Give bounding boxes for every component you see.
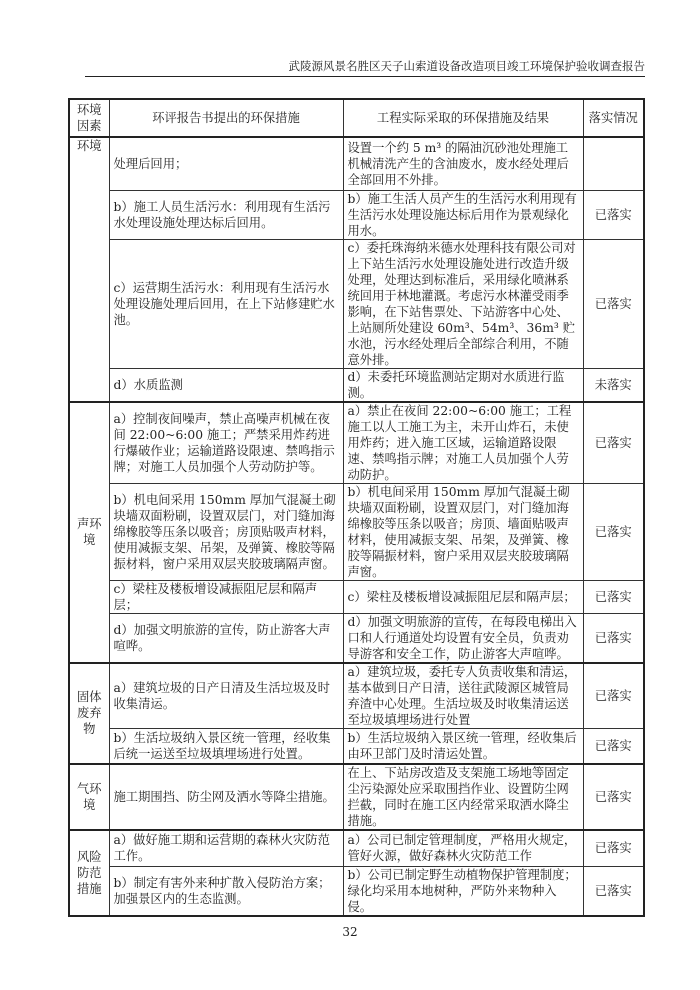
table-row [69, 190, 644, 239]
table-row [69, 368, 644, 402]
status-cell: 已落实 [583, 663, 644, 729]
column-header-factor: 环境因素 [69, 99, 109, 137]
proposed-measure-cell: a）控制夜间噪声，禁止高噪声机械在夜间 22:00~6:00 施工；严禁采用炸药进行爆破作业；运输道路设限速、禁鸣指示牌；对施工人员加强个人劳动防护等。 [109, 402, 343, 484]
table-row [69, 663, 644, 729]
actual-measure-cell: a）公司已制定管理制度，严格用火规定，管好火源，做好森林火灾防范工作 [343, 830, 583, 866]
actual-measure-cell: b）公司已制定野生动植物保护管理制度；绿化均采用本地树种，严防外来物种入侵。 [343, 866, 583, 916]
table-row [69, 580, 644, 613]
proposed-measure-cell: a）做好施工期和运营期的森林火灾防范工作。 [109, 830, 343, 866]
proposed-measure-cell: b）生活垃圾纳入景区统一管理，经收集后统一运送至垃圾填埋场进行处置。 [109, 728, 343, 764]
actual-measure-cell: d）未委托环境监测站定期对水质进行监测。 [343, 368, 583, 402]
proposed-measure-cell: b）制定有害外来种扩散入侵防治方案；加强景区内的生态监测。 [109, 866, 343, 916]
status-cell: 已落实 [583, 190, 644, 239]
status-cell: 已落实 [583, 830, 644, 866]
status-cell: 已落实 [583, 402, 644, 484]
category-cell: 风险防范措施 [69, 830, 109, 916]
category-cell: 声环境 [69, 402, 109, 663]
actual-measure-cell: b）机电间采用 150mm 厚加气混凝土砌块墙双面粉刷，设置双层门，对门缝加海绵橡胶等压条以吸音；房顶、墙面贴吸声材料，使用减振支架、吊架，及弹簧、橡胶等隔振材料，窗户采用双层夹胶玻璃隔声窗。 [343, 483, 583, 580]
status-cell: 已落实 [583, 239, 644, 368]
proposed-measure-cell: b）施工人员生活污水：利用现有生活污水处理设施处理达标后回用。 [109, 190, 343, 239]
environmental-measures-table [68, 98, 645, 917]
table-row [69, 402, 644, 484]
proposed-measure-cell: 处理后回用； [109, 137, 343, 190]
actual-measure-cell: d）加强文明旅游的宣传，在每段电梯出入口和人行通道处均设置有安全员，负责劝导游客和安全工作，防止游客大声喧哗。 [343, 613, 583, 663]
column-header-status: 落实情况 [583, 99, 644, 137]
status-cell: 已落实 [583, 764, 644, 830]
status-cell: 已落实 [583, 613, 644, 663]
proposed-measure-cell: d）水质监测 [109, 368, 343, 402]
table-row [69, 239, 644, 368]
table-row [69, 613, 644, 663]
actual-measure-cell: b）生活垃圾纳入景区统一管理，经收集后由环卫部门及时清运处置。 [343, 728, 583, 764]
table-row [69, 866, 644, 916]
proposed-measure-cell: a）建筑垃圾的日产日清及生活垃圾及时收集清运。 [109, 663, 343, 729]
proposed-measure-cell: b）机电间采用 150mm 厚加气混凝土砌块墙双面粉刷，设置双层门，对门缝加海绵橡胶等压条以吸音；房顶贴吸声材料，使用减振支架、吊架，及弹簧、橡胶等隔振材料，窗户采用双层夹胶玻璃隔声窗。 [109, 483, 343, 580]
column-header-proposed: 环评报告书提出的环保措施 [109, 99, 343, 137]
actual-measure-cell: 在上、下站房改造及支架施工场地等固定尘污染源处应采取围挡作业、设置防尘网拦截，同时在施工区内经常采取洒水降尘措施。 [343, 764, 583, 830]
status-cell: 未落实 [583, 368, 644, 402]
proposed-measure-cell: d）加强文明旅游的宣传，防止游客大声喧哗。 [109, 613, 343, 663]
table-row [69, 137, 644, 190]
actual-measure-cell: c）委托珠海纳米德水处理科技有限公司对上下站生活污水处理设施处进行改造升级处理，处理达到标准后，采用绿化喷淋系统回用于林地灌溉。考虑污水林灌受雨季影响，在下站售票处、下站游客中心处、上站厕所处建设 60m³、54m³、36m³ 贮水池，污水经处理后全部综合利用，不随意外排。 [343, 239, 583, 368]
actual-measure-cell: a）建筑垃圾，委托专人负责收集和清运，基本做到日产日清，送往武陵源区城管局弃渣中心处理。生活垃圾及时收集清运送至垃圾填埋场进行处置 [343, 663, 583, 729]
proposed-measure-cell: c）梁柱及楼板增设减振阻尼层和隔声层； [109, 580, 343, 613]
page-number: 32 [342, 925, 358, 939]
status-cell: 已落实 [583, 483, 644, 580]
status-cell: 已落实 [583, 580, 644, 613]
actual-measure-cell: 设置一个约 5 m³ 的隔油沉砂池处理施工机械清洗产生的含油废水，废水经处理后全部回用不外排。 [343, 137, 583, 190]
actual-measure-cell: b）施工生活人员产生的生活污水利用现有生活污水处理设施达标后用作为景观绿化用水。 [343, 190, 583, 239]
proposed-measure-cell: 施工期围挡、防尘网及洒水等降尘措施。 [109, 764, 343, 830]
status-cell [583, 137, 644, 190]
actual-measure-cell: c）梁柱及楼板增设减振阻尼层和隔声层； [343, 580, 583, 613]
status-cell: 已落实 [583, 866, 644, 916]
table-header-row [69, 99, 644, 137]
running-header: 武陵源风景名胜区天子山索道设备改造项目竣工环境保护验收调查报告 [85, 58, 645, 77]
category-cell: 环境 [69, 137, 109, 402]
status-cell: 已落实 [583, 728, 644, 764]
table-row [69, 830, 644, 866]
proposed-measure-cell: c）运营期生活污水：利用现有生活污水处理设施处理后回用，在上下站修建贮水池。 [109, 239, 343, 368]
category-cell: 固体废弃物 [69, 663, 109, 765]
table-row [69, 728, 644, 764]
table-row [69, 483, 644, 580]
column-header-actual: 工程实际采取的环保措施及结果 [343, 99, 583, 137]
actual-measure-cell: a）禁止在夜间 22:00~6:00 施工；工程施工以人工施工为主，未开山炸石，未使用炸药；进入施工区域，运输道路设限速、禁鸣指示牌；对施工人员加强个人劳动防护。 [343, 402, 583, 484]
category-cell: 气环境 [69, 764, 109, 830]
table-row [69, 764, 644, 830]
